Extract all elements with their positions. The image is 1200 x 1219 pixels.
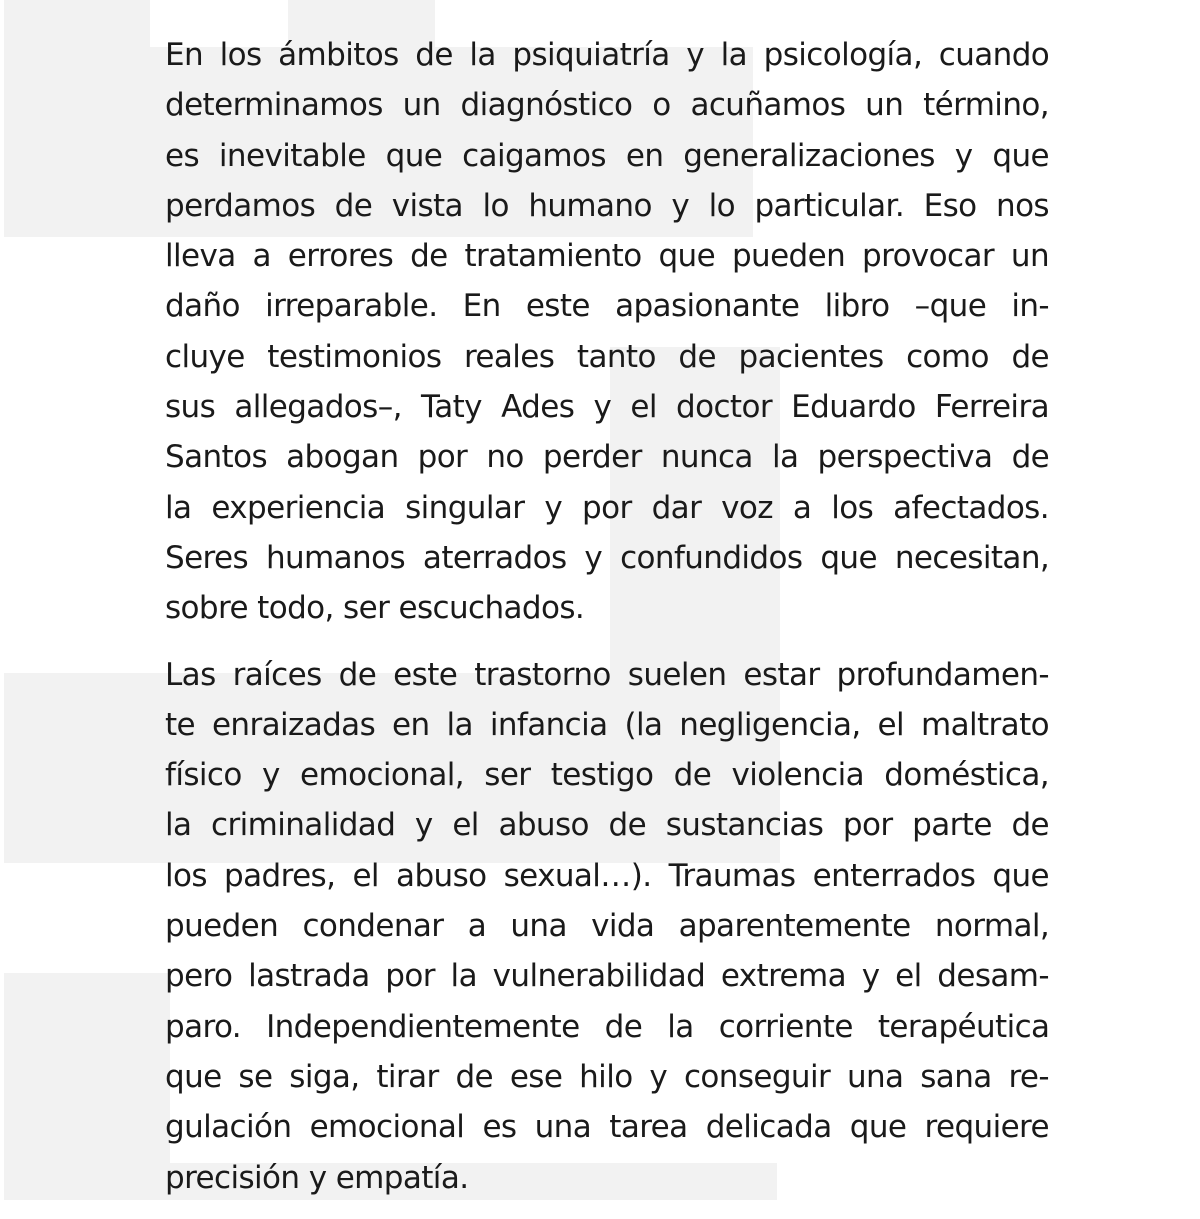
- paragraph-1: [165, 30, 1049, 634]
- text-line: perdamos de vista lo humano y lo particular. Eso nos: [165, 187, 1049, 224]
- text-line: cluye testimonios reales tanto de pacientes como de: [165, 338, 1049, 375]
- text-line: Seres humanos aterrados y confundidos que necesitan,: [165, 539, 1050, 576]
- paragraph-2: [165, 650, 1049, 1203]
- text-line: precisión y empatía.: [165, 1159, 469, 1196]
- text-line: la experiencia singular y por dar voz a los afectados.: [165, 489, 1049, 526]
- text-line: Santos abogan por no perder nunca la perspectiva de: [165, 439, 1050, 476]
- text-line: pero lastrada por la vulnerabilidad extrema y el desam-: [165, 958, 1049, 995]
- text-line: Las raíces de este trastorno suelen estar profundamen-: [165, 656, 1049, 693]
- text-line: En los ámbitos de la psiquiatría y la psicología, cuando: [165, 37, 1050, 73]
- text-line: paro. Independientemente de la corriente terapéutica: [165, 1008, 1050, 1045]
- text-line: es inevitable que caigamos en generalizaciones y que: [165, 137, 1049, 174]
- text-line: físico y emocional, ser testigo de violencia doméstica,: [165, 757, 1049, 794]
- text-line: gulación emocional es una tarea delicada que requiere: [165, 1109, 1049, 1146]
- text-line: los padres, el abuso sexual…). Traumas enterrados que: [165, 857, 1049, 894]
- text-line: sus allegados–, Taty Ades y el doctor Eduardo Ferreira: [165, 389, 1049, 426]
- text-line: daño irreparable. En este apasionante libro –que in-: [165, 288, 1049, 325]
- text-line: sobre todo, ser escuchados.: [165, 590, 585, 627]
- text-line: pueden condenar a una vida aparentemente normal,: [165, 908, 1050, 945]
- text-line: que se siga, tirar de ese hilo y conseguir una sana re-: [165, 1058, 1049, 1095]
- text-line: determinamos un diagnóstico o acuñamos un término,: [165, 87, 1049, 124]
- book-blurb: [165, 30, 1049, 1219]
- text-line: lleva a errores de tratamiento que pueden provocar un: [165, 238, 1050, 275]
- text-line: la criminalidad y el abuso de sustancias por parte de: [165, 807, 1049, 844]
- text-line: te enraizadas en la infancia (la negligencia, el maltrato: [165, 706, 1049, 743]
